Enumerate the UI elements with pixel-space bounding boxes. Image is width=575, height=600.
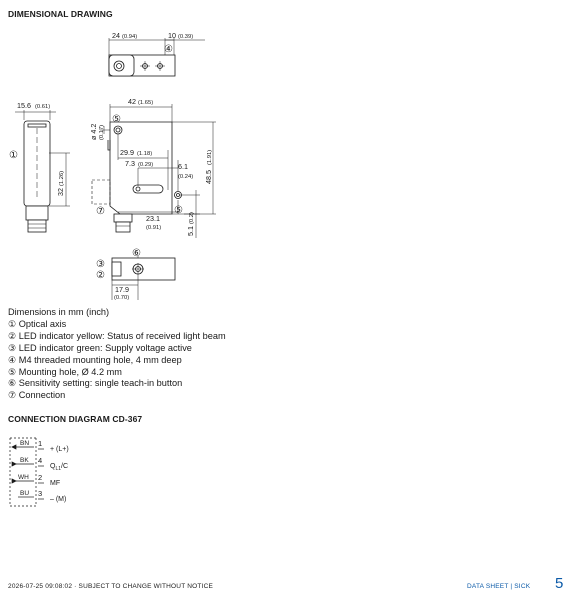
dim-hole: ø 4.2 (89, 123, 98, 140)
callout-5-top: ⑤ (112, 114, 121, 125)
signal-q: $Q_{L1}/C$ (50, 463, 69, 472)
pin-1: 1 (38, 439, 43, 448)
footer-timestamp: 2026-07-25 09:08:02 · SUBJECT TO CHANGE WITHOUT NOTICE (8, 583, 214, 590)
dim-top-right: 10 (168, 31, 176, 40)
dim-height-inch: (1.91) (207, 149, 213, 165)
signal-l-plus: + (L+) (50, 446, 69, 453)
legend-item: ① Optical axis (8, 318, 67, 329)
dim-side-height-inch: (1.26) (59, 170, 65, 186)
dim-hole-inch: (0.17) (99, 124, 105, 140)
dim-7-3-inch: (0.29) (138, 162, 154, 168)
legend-item: ⑥ Sensitivity setting: single teach-in button (8, 378, 183, 389)
dim-7-3: 7.3 (125, 159, 135, 168)
callout-7: ⑦ (96, 206, 105, 217)
pin-4: 4 (38, 456, 43, 465)
legend-item: ④ M4 threaded mounting hole, 4 mm deep (8, 354, 182, 365)
dim-front-width-inch: (1.65) (138, 100, 154, 106)
callout-1: ① (9, 150, 18, 161)
callout-6: ⑥ (132, 248, 141, 259)
dim-23-1-inch: (0.91) (146, 225, 162, 231)
dimensional-drawing-heading: DIMENSIONAL DRAWING (8, 9, 113, 19)
footer-brand: DATA SHEET | SICK (467, 583, 531, 590)
legend-item: ② LED indicator yellow: Status of received light beam (8, 330, 226, 341)
pin-2: 2 (38, 473, 43, 482)
callout-2: ② (96, 270, 105, 281)
wire-bk: BK (20, 457, 29, 464)
dim-5-1: 5.1 (186, 226, 195, 236)
dim-height: 48.5 (204, 170, 213, 184)
callout-3: ③ (96, 259, 105, 270)
dim-23-1: 23.1 (146, 214, 160, 223)
dim-6-1-inch: (0.24) (178, 174, 194, 180)
dim-top-right-inch: (0.39) (178, 34, 194, 40)
dim-bottom: 17.9 (115, 285, 129, 294)
callout-4: ④ (164, 44, 173, 55)
dim-side-width-inch: (0.61) (35, 104, 51, 110)
dim-front-width: 42 (128, 97, 136, 106)
wire-wh: WH (18, 474, 29, 481)
wire-bu: BU (20, 490, 30, 497)
dim-side-height: 32 (56, 188, 65, 196)
legend-item: ⑤ Mounting hole, Ø 4.2 mm (8, 366, 122, 377)
top-view (109, 38, 205, 76)
dim-side-width: 15.6 (17, 101, 31, 110)
legend-item: ⑦ Connection (8, 390, 66, 401)
callout-5-bottom: ⑤ (174, 205, 183, 216)
legend-item: ③ LED indicator green: Supply voltage active (8, 342, 192, 353)
dim-5-1-inch: (0.2) (189, 212, 195, 224)
dim-29-9: 29.9 (120, 148, 134, 157)
pin-3: 3 (38, 489, 43, 498)
dim-6-1: 6.1 (178, 162, 188, 171)
connection-diagram-heading: CONNECTION DIAGRAM CD-367 (8, 414, 143, 424)
signal-m: – (M) (50, 496, 67, 503)
dim-bottom-inch: (0.70) (114, 295, 130, 301)
dim-29-9-inch: (1.18) (137, 151, 153, 157)
page-number: 5 (555, 575, 564, 592)
dim-top-width-inch: (0.94) (122, 34, 138, 40)
dim-top-width: 24 (112, 31, 120, 40)
connection-diagram (0, 430, 200, 520)
wire-bn: BN (20, 440, 30, 447)
legend (8, 307, 226, 402)
legend-intro: Dimensions in mm (inch) (8, 307, 110, 317)
signal-mf: MF (50, 480, 61, 487)
